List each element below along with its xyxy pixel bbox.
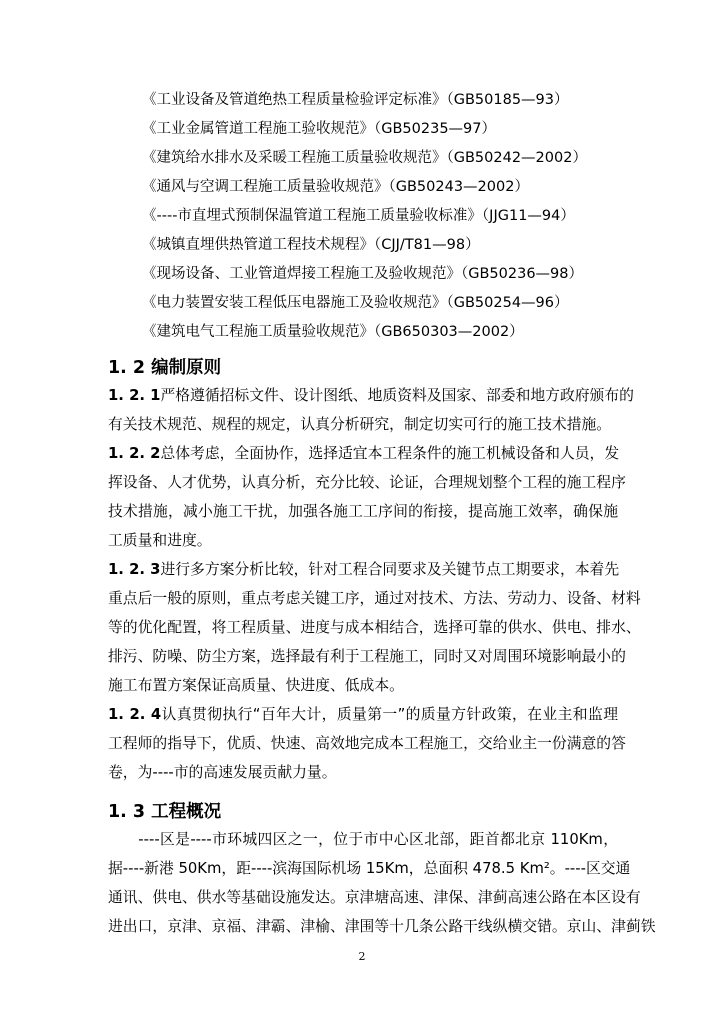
- clause-number: 1. 2. 1: [108, 387, 161, 404]
- paragraph-line: [108, 381, 634, 410]
- paragraph-line: 重点后一般的原则，重点考虑关键工序，通过对技术、方法、劳动力、设备、材料: [108, 590, 641, 607]
- paragraph-line: 施工布置方案保证高质量、快进度、低成本。: [108, 677, 404, 694]
- section-1-2-body: [108, 381, 641, 787]
- standard-item: 《工业设备及管道绝热工程质量检验评定标准》（GB50185—93）: [142, 92, 569, 108]
- paragraph-line: ----区是----市环城四区之一，位于市中心区北部，距首都北京 110Km，: [108, 831, 618, 848]
- paragraph-line: 技术措施，减小施工干扰，加强各施工工序间的衔接，提高施工效率，确保施: [108, 503, 618, 520]
- paragraph-line: 通讯、供电、供水等基础设施发达。京津塘高速、津保、津蓟高速公路在本区设有: [108, 889, 641, 906]
- standard-item: 《建筑给水排水及采暖工程施工质量验收规范》（GB50242—2002）: [142, 150, 587, 166]
- standards-list: [142, 86, 662, 347]
- paragraph-line: 排污、防噪、防尘方案，选择最有利于工程施工，同时又对周围环境影响最小的: [108, 648, 626, 665]
- paragraph-line: [108, 439, 618, 468]
- standard-item: 《城镇直埋供热管道工程技术规程》（CJJ/T81—98）: [142, 237, 480, 253]
- section-heading-1-2: 1. 2 编制原则: [108, 358, 222, 378]
- paragraph-line: 进出口，京津、京福、津霸、津榆、津围等十几条公路干线纵横交错。京山、津蓟铁: [108, 918, 656, 935]
- standard-item: 《----市直埋式预制保温管道工程施工质量验收标准》（JJG11—94）: [142, 208, 575, 224]
- paragraph-text: 认真贯彻执行“百年大计，质量第一”的质量方针政策，在业主和监理: [161, 706, 618, 723]
- paragraph-line: 等的优化配置，将工程质量、进度与成本相结合，选择可靠的供水、供电、排水、: [108, 619, 641, 636]
- paragraph-line: 工程师的指导下，优质、快速、高效地完成本工程施工，交给业主一份满意的答: [108, 735, 626, 752]
- standard-item: 《现场设备、工业管道焊接工程施工及验收规范》（GB50236—98）: [142, 266, 584, 282]
- section-1-3-body: [108, 825, 656, 941]
- clause-number: 1. 2. 4: [108, 706, 162, 723]
- paragraph-line: [108, 700, 618, 729]
- paragraph-line: 据----新港 50Km，距----滨海国际机场 15Km，总面积 478.5 Km²。----区交通: [108, 860, 631, 877]
- section-heading-1-3: 1. 3 工程概况: [108, 802, 222, 822]
- clause-number: 1. 2. 2: [108, 445, 161, 462]
- paragraph-line: [108, 555, 618, 584]
- standard-item: 《工业金属管道工程施工验收规范》（GB50235—97）: [142, 121, 497, 137]
- standard-item: 《建筑电气工程施工质量验收规范》（GB650303—2002）: [142, 324, 524, 340]
- paragraph-line: 有关技术规范、规程的规定，认真分析研究，制定切实可行的施工技术措施。: [108, 416, 612, 433]
- paragraph-text: 进行多方案分析比较，针对工程合同要求及关键节点工期要求，本着先: [160, 561, 620, 578]
- standard-item: 《电力装置安装工程低压电器施工及验收规范》（GB50254—96）: [142, 295, 569, 311]
- page-number: 2: [358, 950, 366, 963]
- paragraph-line: 工质量和进度。: [108, 532, 212, 549]
- paragraph-text: 总体考虑，全面协作，选择适宜本工程条件的施工机械设备和人员，发: [160, 445, 620, 462]
- paragraph-line: 挥设备、人才优势，认真分析，充分比较、论证，合理规划整个工程的施工程序: [108, 474, 626, 491]
- paragraph-line: 卷，为----市的高速发展贡献力量。: [108, 764, 337, 781]
- clause-number: 1. 2. 3: [108, 561, 161, 578]
- paragraph-text: 严格遵循招标文件、设计图纸、地质资料及国家、部委和地方政府颁布的: [160, 387, 634, 404]
- standard-item: 《通风与空调工程施工质量验收规范》（GB50243—2002）: [142, 179, 529, 195]
